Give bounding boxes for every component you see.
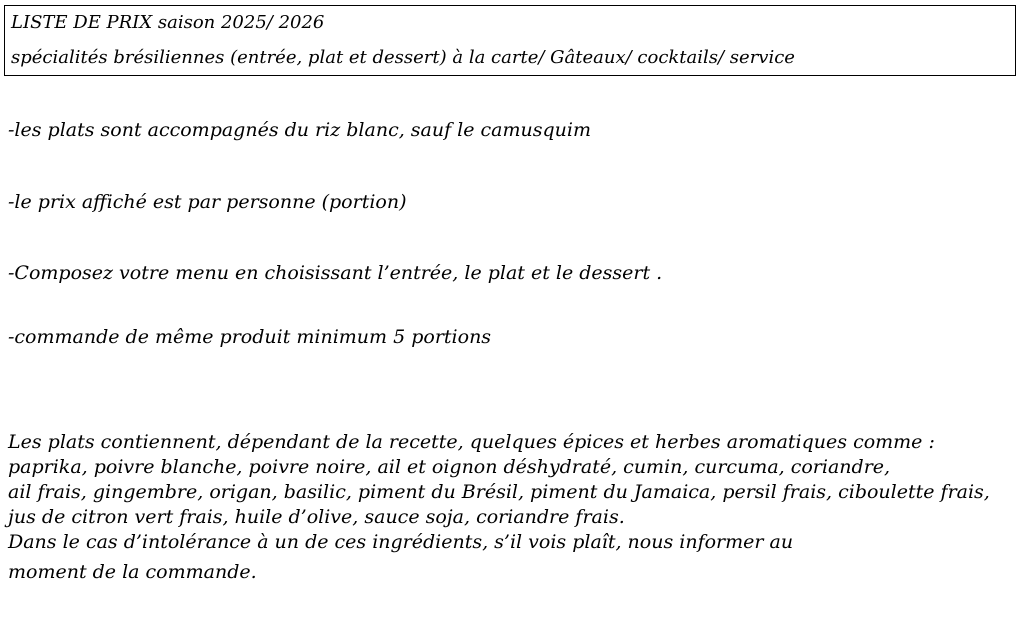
- ingredients-line: Les plats contiennent, dépendant de la recette, quelques épices et herbes aromatiques comme :: [8, 431, 935, 453]
- ingredients-line: moment de la commande.: [8, 561, 257, 583]
- note-rice: -les plats sont accompagnés du riz blanc, sauf le camusquim: [8, 119, 591, 141]
- note-compose-menu: -Composez votre menu en choisissant l’entrée, le plat et le dessert .: [8, 262, 663, 284]
- ingredients-line: jus de citron vert frais, huile d’olive, sauce soja, coriandre frais.: [8, 506, 625, 528]
- note-price-per-person: -le prix affiché est par personne (portion): [8, 191, 407, 213]
- title-box: [4, 5, 1016, 76]
- note-minimum-order: -commande de même produit minimum 5 portions: [8, 326, 492, 348]
- price-list-title: LISTE DE PRIX saison 2025/ 2026: [11, 12, 325, 33]
- ingredients-line: paprika, poivre blanche, poivre noire, ail et oignon déshydraté, cumin, curcuma, coriandre,: [8, 456, 891, 478]
- ingredients-line: Dans le cas d’intolérance à un de ces ingrédients, s’il vois plaît, nous informer au: [8, 531, 794, 553]
- ingredients-line: ail frais, gingembre, origan, basilic, piment du Brésil, piment du Jamaica, persil frais, ciboulette frais,: [8, 481, 990, 503]
- price-list-subtitle: spécialités brésiliennes (entrée, plat et dessert) à la carte/ Gâteaux/ cocktails/ service: [11, 47, 795, 68]
- ingredients-paragraph: [8, 430, 1008, 585]
